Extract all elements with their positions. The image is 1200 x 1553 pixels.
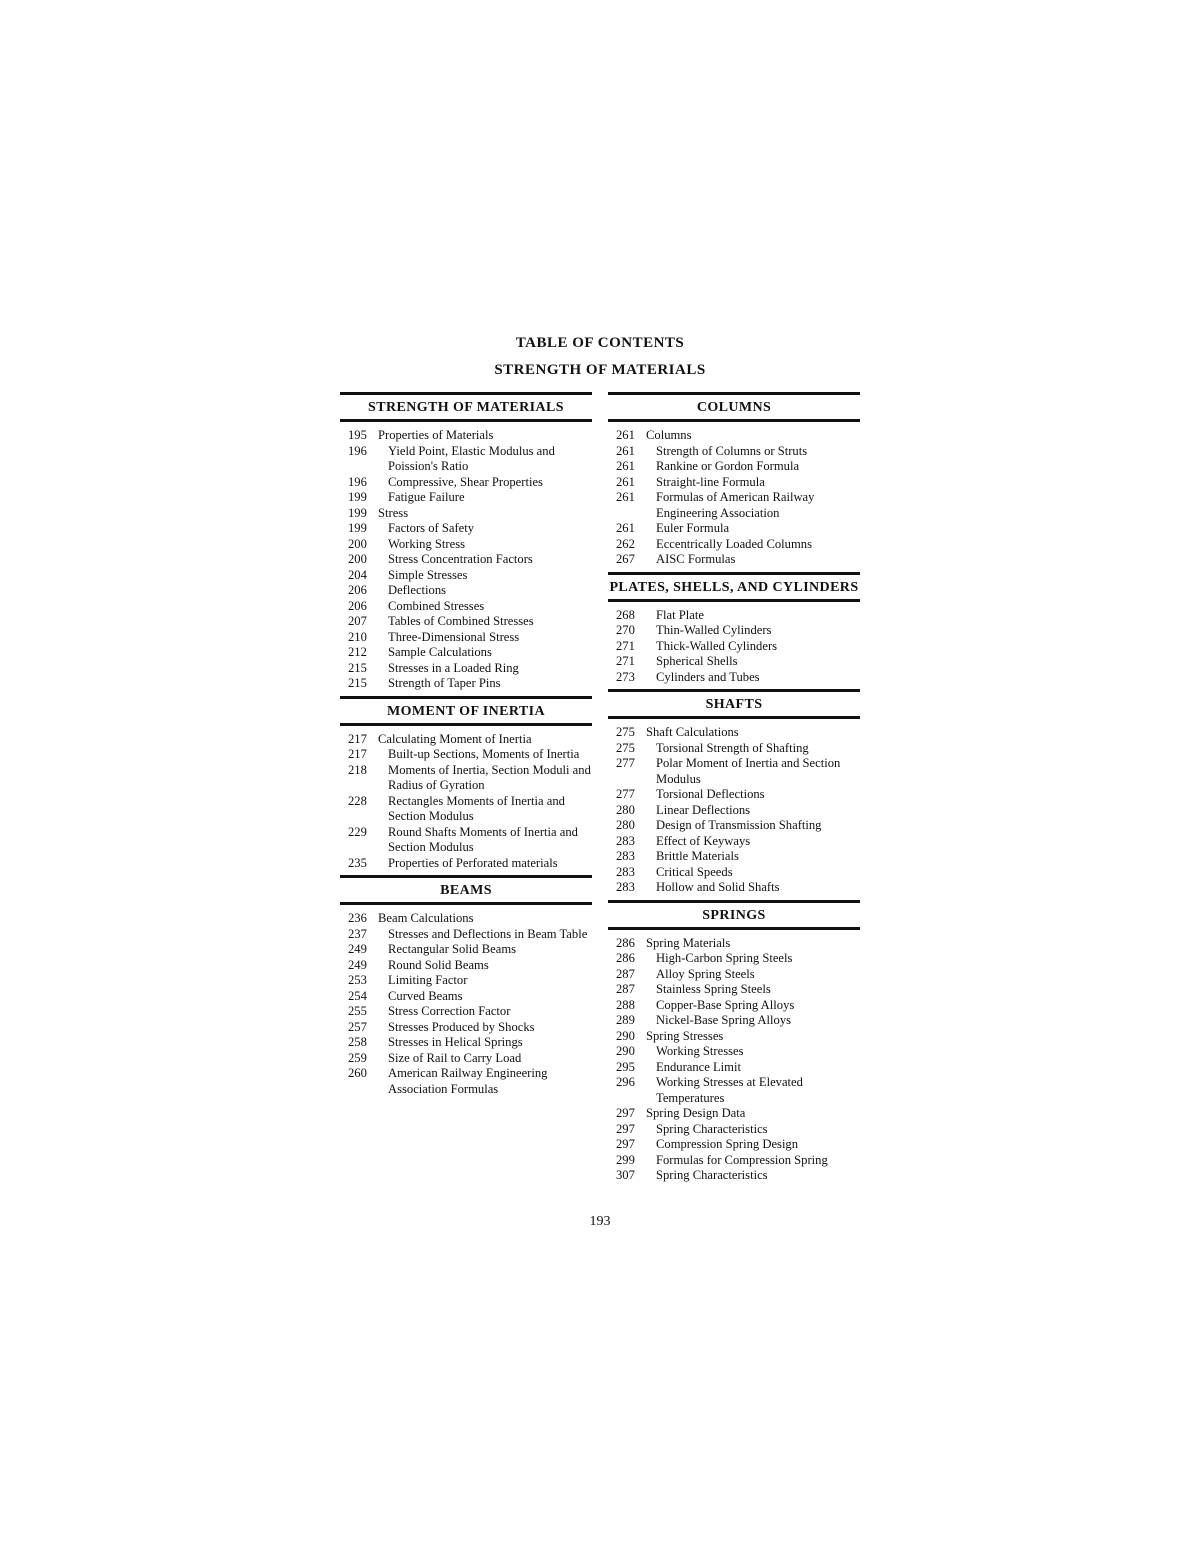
toc-entry-title: Flat Plate	[656, 607, 704, 622]
toc-entry[interactable]	[340, 599, 592, 615]
toc-entry-title: Critical Speeds	[656, 864, 733, 879]
toc-entry-page: 249	[348, 942, 367, 956]
toc-entry-page: 287	[616, 966, 635, 981]
toc-entry-page: 200	[348, 552, 367, 566]
toc-entry-title: Spring Characteristics	[656, 1121, 768, 1136]
toc-entry[interactable]	[608, 1137, 860, 1153]
toc-entry-title: Thin-Walled Cylinders	[656, 623, 772, 637]
toc-entry[interactable]	[340, 490, 592, 506]
toc-entry[interactable]	[340, 537, 592, 553]
toc-entry[interactable]	[608, 756, 860, 787]
toc-entry-title: Spring Characteristics	[656, 1168, 768, 1182]
toc-entry[interactable]	[340, 1020, 592, 1036]
toc-entry[interactable]	[608, 521, 860, 537]
toc-entry-page: 283	[616, 849, 635, 863]
section-heading: MOMENT OF INERTIA	[340, 696, 592, 726]
toc-entry[interactable]	[608, 459, 860, 475]
toc-entry-page: 271	[616, 638, 635, 653]
left-column	[340, 392, 592, 1101]
toc-entry[interactable]	[340, 645, 592, 661]
toc-entry-title: Straight-line Formula	[656, 474, 765, 489]
page-number: 193	[589, 1214, 611, 1229]
toc-entry-page: 273	[616, 669, 635, 684]
toc-entry-page: 296	[616, 1075, 635, 1089]
toc-entry-title: Effect of Keyways	[656, 833, 751, 848]
toc-entry-title: Design of Transmission Shafting	[656, 818, 822, 832]
toc-entry-page: 275	[616, 725, 635, 739]
toc-entry-page: 261	[616, 490, 635, 504]
toc-entry-page: 261	[616, 474, 635, 489]
toc-entry-page: 261	[616, 428, 635, 442]
page-title: TABLE OF CONTENTS	[515, 335, 685, 351]
toc-entry-title: Shaft Calculations	[646, 725, 739, 739]
toc-entry[interactable]	[340, 911, 592, 927]
toc-entry-title: Rectangular Solid Beams	[388, 942, 517, 956]
toc-entry-page: 295	[616, 1059, 635, 1074]
toc-entry-list	[608, 428, 860, 568]
toc-entry-title: Factors of Safety	[388, 521, 475, 535]
toc-entry-page: 297	[616, 1137, 635, 1151]
toc-entry-title: Combined Stresses	[388, 598, 485, 613]
toc-entry-title: Copper-Base Spring Alloys	[656, 997, 795, 1012]
section-heading: STRENGTH OF MATERIALS	[340, 392, 592, 422]
toc-entry-page: 277	[616, 756, 635, 770]
toc-entry-title: Polar Moment of Inertia and Section Modulus	[656, 756, 841, 786]
toc-entry-page: 270	[616, 623, 635, 637]
toc-entry[interactable]	[608, 1153, 860, 1169]
toc-entry[interactable]	[608, 982, 860, 998]
toc-entry-page: 262	[616, 536, 635, 551]
toc-entry[interactable]	[340, 568, 592, 584]
toc-entry[interactable]	[340, 583, 592, 599]
toc-entry-title: Stresses in a Loaded Ring	[388, 660, 519, 675]
section-heading: BEAMS	[340, 875, 592, 905]
toc-entry-title: Spring Design Data	[646, 1106, 746, 1120]
toc-entry-title: Stresses and Deflections in Beam Table	[388, 926, 588, 941]
toc-entry-list	[608, 936, 860, 1184]
toc-entry[interactable]	[608, 936, 860, 952]
toc-entry-page: 217	[348, 747, 367, 761]
toc-entry[interactable]	[608, 1060, 860, 1076]
toc-entry[interactable]	[608, 818, 860, 834]
toc-entry-page: 218	[348, 762, 367, 777]
toc-entry-page: 204	[348, 567, 367, 582]
toc-entry-title: Stresses Produced by Shocks	[388, 1019, 535, 1034]
toc-entry[interactable]	[608, 834, 860, 850]
toc-entry[interactable]	[340, 825, 592, 856]
toc-entry[interactable]	[340, 927, 592, 943]
toc-entry[interactable]	[608, 849, 860, 865]
toc-entry[interactable]	[340, 661, 592, 677]
toc-entry-page: 254	[348, 988, 367, 1003]
toc-entry[interactable]	[340, 747, 592, 763]
toc-entry[interactable]	[608, 865, 860, 881]
toc-entry-page: 287	[616, 982, 635, 996]
toc-entry[interactable]	[608, 880, 860, 896]
toc-entry[interactable]	[340, 676, 592, 692]
toc-entry[interactable]	[608, 803, 860, 819]
toc-entry-title: Calculating Moment of Inertia	[378, 731, 532, 746]
toc-entry-page: 195	[348, 428, 367, 442]
toc-entry-title: Torsional Deflections	[656, 787, 765, 801]
toc-entry-title: Moments of Inertia, Section Moduli and Radius of Gyration	[388, 762, 591, 792]
toc-entry[interactable]	[340, 1066, 592, 1097]
toc-entry[interactable]	[608, 1106, 860, 1122]
toc-entry[interactable]	[340, 1004, 592, 1020]
toc-entry-page: 212	[348, 645, 367, 659]
right-column	[608, 392, 860, 1188]
toc-entry-title: Alloy Spring Steels	[656, 966, 755, 981]
toc-entry-title: Formulas of American Railway Engineering Association	[656, 490, 815, 520]
toc-entry-title: Limiting Factor	[388, 973, 468, 987]
toc-entry-title: Stress Concentration Factors	[388, 552, 533, 566]
toc-entry-title: Euler Formula	[656, 521, 730, 535]
toc-entry-list	[340, 428, 592, 692]
toc-entry-page: 297	[616, 1106, 635, 1120]
toc-entry-title: Properties of Perforated materials	[388, 855, 558, 870]
toc-entry-page: 261	[616, 521, 635, 535]
toc-entry-page: 290	[616, 1044, 635, 1058]
toc-entry-page: 261	[616, 443, 635, 458]
toc-entry-page: 283	[616, 864, 635, 879]
toc-entry-page: 200	[348, 536, 367, 551]
toc-entry-title: Stress	[378, 505, 409, 520]
toc-entry-title: Working Stresses at Elevated Temperatures	[656, 1075, 803, 1105]
toc-entry[interactable]	[608, 725, 860, 741]
toc-entry[interactable]	[608, 741, 860, 757]
toc-entry[interactable]	[340, 732, 592, 748]
toc-entry-page: 235	[348, 855, 367, 870]
toc-entry[interactable]	[340, 506, 592, 522]
toc-entry-list	[608, 608, 860, 686]
section-heading: SPRINGS	[608, 900, 860, 930]
toc-entry-title: Properties of Materials	[378, 428, 494, 442]
toc-entry-page: 290	[616, 1028, 635, 1043]
toc-entry[interactable]	[608, 428, 860, 444]
toc-entry-title: Torsional Strength of Shafting	[656, 740, 809, 755]
toc-entry-page: 280	[616, 818, 635, 832]
toc-entry-page: 217	[348, 731, 367, 746]
toc-entry-page: 229	[348, 824, 367, 839]
toc-entry[interactable]	[340, 1035, 592, 1051]
toc-entry-title: Stress Correction Factor	[388, 1004, 511, 1018]
toc-entry-title: Stainless Spring Steels	[656, 982, 771, 996]
toc-entry-page: 299	[616, 1152, 635, 1167]
toc-entry-page: 206	[348, 583, 367, 597]
toc-entry-title: Spring Stresses	[646, 1028, 724, 1043]
toc-entry-page: 283	[616, 833, 635, 848]
toc-entry-title: Working Stress	[388, 536, 465, 551]
page-subtitle: STRENGTH OF MATERIALS	[494, 362, 706, 378]
toc-entry-title: Spherical Shells	[656, 654, 738, 668]
toc-entry[interactable]	[608, 444, 860, 460]
toc-entry-page: 210	[348, 629, 367, 644]
toc-entry[interactable]	[608, 787, 860, 803]
toc-entry-title: Nickel-Base Spring Alloys	[656, 1013, 792, 1027]
toc-entry-page: 255	[348, 1004, 367, 1018]
toc-entry-page: 253	[348, 973, 367, 987]
toc-entry-page: 215	[348, 660, 367, 675]
toc-entry-title: Yield Point, Elastic Modulus and Poission's Ratio	[388, 443, 555, 473]
toc-entry-page: 280	[616, 802, 635, 817]
section-heading: COLUMNS	[608, 392, 860, 422]
toc-entry-page: 206	[348, 598, 367, 613]
toc-entry-title: Rankine or Gordon Formula	[656, 459, 800, 473]
toc-entry-title: Working Stresses	[656, 1044, 744, 1058]
toc-entry-title: Sample Calculations	[388, 645, 492, 659]
toc-entry-title: Thick-Walled Cylinders	[656, 638, 778, 653]
toc-entry[interactable]	[340, 958, 592, 974]
toc-entry[interactable]	[340, 942, 592, 958]
toc-entry-page: 289	[616, 1013, 635, 1027]
toc-entry[interactable]	[608, 1044, 860, 1060]
toc-entry-page: 237	[348, 926, 367, 941]
toc-entry-page: 286	[616, 951, 635, 965]
toc-entry[interactable]	[608, 608, 860, 624]
toc-entry-title: Beam Calculations	[378, 911, 474, 925]
toc-entry[interactable]	[608, 623, 860, 639]
toc-entry[interactable]	[608, 670, 860, 686]
section-heading: SHAFTS	[608, 689, 860, 719]
toc-entry[interactable]	[340, 428, 592, 444]
toc-entry-page: 258	[348, 1035, 367, 1049]
toc-entry-title: Hollow and Solid Shafts	[656, 880, 780, 894]
toc-entry-page: 228	[348, 793, 367, 808]
toc-entry-page: 288	[616, 997, 635, 1012]
toc-entry[interactable]	[340, 552, 592, 568]
toc-entry[interactable]	[608, 537, 860, 553]
toc-entry[interactable]	[608, 1122, 860, 1138]
toc-entry-page: 307	[616, 1168, 635, 1182]
toc-entry[interactable]	[340, 794, 592, 825]
toc-entry-page: 267	[616, 552, 635, 566]
toc-entry-page: 199	[348, 505, 367, 520]
toc-entry[interactable]	[608, 639, 860, 655]
toc-entry-page: 268	[616, 607, 635, 622]
toc-entry-title: Round Solid Beams	[388, 957, 489, 972]
toc-entry[interactable]	[608, 490, 860, 521]
toc-entry-title: Round Shafts Moments of Inertia and Section Modulus	[388, 824, 578, 854]
toc-entry-title: Three-Dimensional Stress	[388, 629, 520, 644]
toc-entry[interactable]	[608, 654, 860, 670]
toc-entry[interactable]	[340, 989, 592, 1005]
toc-entry-title: American Railway Engineering Association Formulas	[388, 1066, 548, 1096]
toc-entry-page: 196	[348, 474, 367, 489]
toc-entry[interactable]	[608, 1029, 860, 1045]
toc-entry-page: 283	[616, 880, 635, 894]
toc-entry-title: Built-up Sections, Moments of Inertia	[388, 747, 580, 761]
toc-entry[interactable]	[608, 1075, 860, 1106]
toc-entry[interactable]	[340, 630, 592, 646]
toc-entry-page: 215	[348, 676, 367, 690]
toc-entry-list	[340, 732, 592, 872]
toc-entry-page: 260	[348, 1066, 367, 1080]
toc-entry-title: Tables of Combined Stresses	[388, 614, 534, 628]
toc-entry[interactable]	[340, 973, 592, 989]
toc-entry[interactable]	[340, 444, 592, 475]
toc-entry[interactable]	[608, 998, 860, 1014]
toc-entry[interactable]	[608, 967, 860, 983]
toc-entry-title: Linear Deflections	[656, 802, 751, 817]
toc-entry-title: Rectangles Moments of Inertia and Section Modulus	[388, 793, 565, 823]
toc-entry-title: Strength of Columns or Struts	[656, 443, 808, 458]
toc-entry-page: 277	[616, 787, 635, 801]
toc-entry[interactable]	[340, 521, 592, 537]
section-heading: PLATES, SHELLS, AND CYLINDERS	[608, 572, 860, 602]
toc-entry-title: Curved Beams	[388, 988, 463, 1003]
toc-entry-page: 275	[616, 740, 635, 755]
toc-entry-title: Compression Spring Design	[656, 1137, 799, 1151]
toc-entry-title: Formulas for Compression Spring	[656, 1152, 828, 1167]
toc-entry[interactable]	[340, 475, 592, 491]
toc-entry-title: Cylinders and Tubes	[656, 669, 760, 684]
toc-entry-page: 249	[348, 957, 367, 972]
toc-entry-title: Compressive, Shear Properties	[388, 474, 543, 489]
toc-entry[interactable]	[340, 763, 592, 794]
toc-entry-page: 257	[348, 1019, 367, 1034]
toc-entry-title: Columns	[646, 428, 692, 442]
toc-entry[interactable]	[608, 1168, 860, 1184]
toc-entry-page: 207	[348, 614, 367, 628]
toc-entry-title: AISC Formulas	[656, 552, 736, 566]
toc-entry-page: 259	[348, 1050, 367, 1065]
toc-entry[interactable]	[608, 951, 860, 967]
toc-entry[interactable]	[608, 475, 860, 491]
toc-entry-title: Endurance Limit	[656, 1059, 741, 1074]
toc-entry[interactable]	[340, 856, 592, 872]
toc-entry-title: Stresses in Helical Springs	[388, 1035, 523, 1049]
toc-entry[interactable]	[340, 614, 592, 630]
toc-entry-title: Deflections	[388, 583, 447, 597]
toc-entry-page: 196	[348, 443, 367, 458]
toc-entry-title: Brittle Materials	[656, 849, 739, 863]
toc-entry[interactable]	[608, 552, 860, 568]
toc-entry-page: 199	[348, 490, 367, 504]
toc-entry-page: 261	[616, 459, 635, 473]
toc-entry-title: Size of Rail to Carry Load	[388, 1050, 522, 1065]
toc-entry-list	[340, 911, 592, 1097]
toc-entry-page: 199	[348, 521, 367, 535]
toc-entry-page: 271	[616, 654, 635, 668]
toc-entry-title: Strength of Taper Pins	[388, 676, 501, 690]
toc-entry-title: Eccentrically Loaded Columns	[656, 536, 812, 551]
toc-entry[interactable]	[340, 1051, 592, 1067]
toc-entry-title: Spring Materials	[646, 935, 731, 950]
toc-entry-page: 297	[616, 1121, 635, 1136]
toc-entry-page: 236	[348, 911, 367, 925]
toc-entry-list	[608, 725, 860, 896]
toc-entry-page: 286	[616, 935, 635, 950]
toc-entry-title: Simple Stresses	[388, 567, 468, 582]
toc-entry-title: High-Carbon Spring Steels	[656, 951, 793, 965]
toc-entry-title: Fatigue Failure	[388, 490, 465, 504]
toc-entry[interactable]	[608, 1013, 860, 1029]
